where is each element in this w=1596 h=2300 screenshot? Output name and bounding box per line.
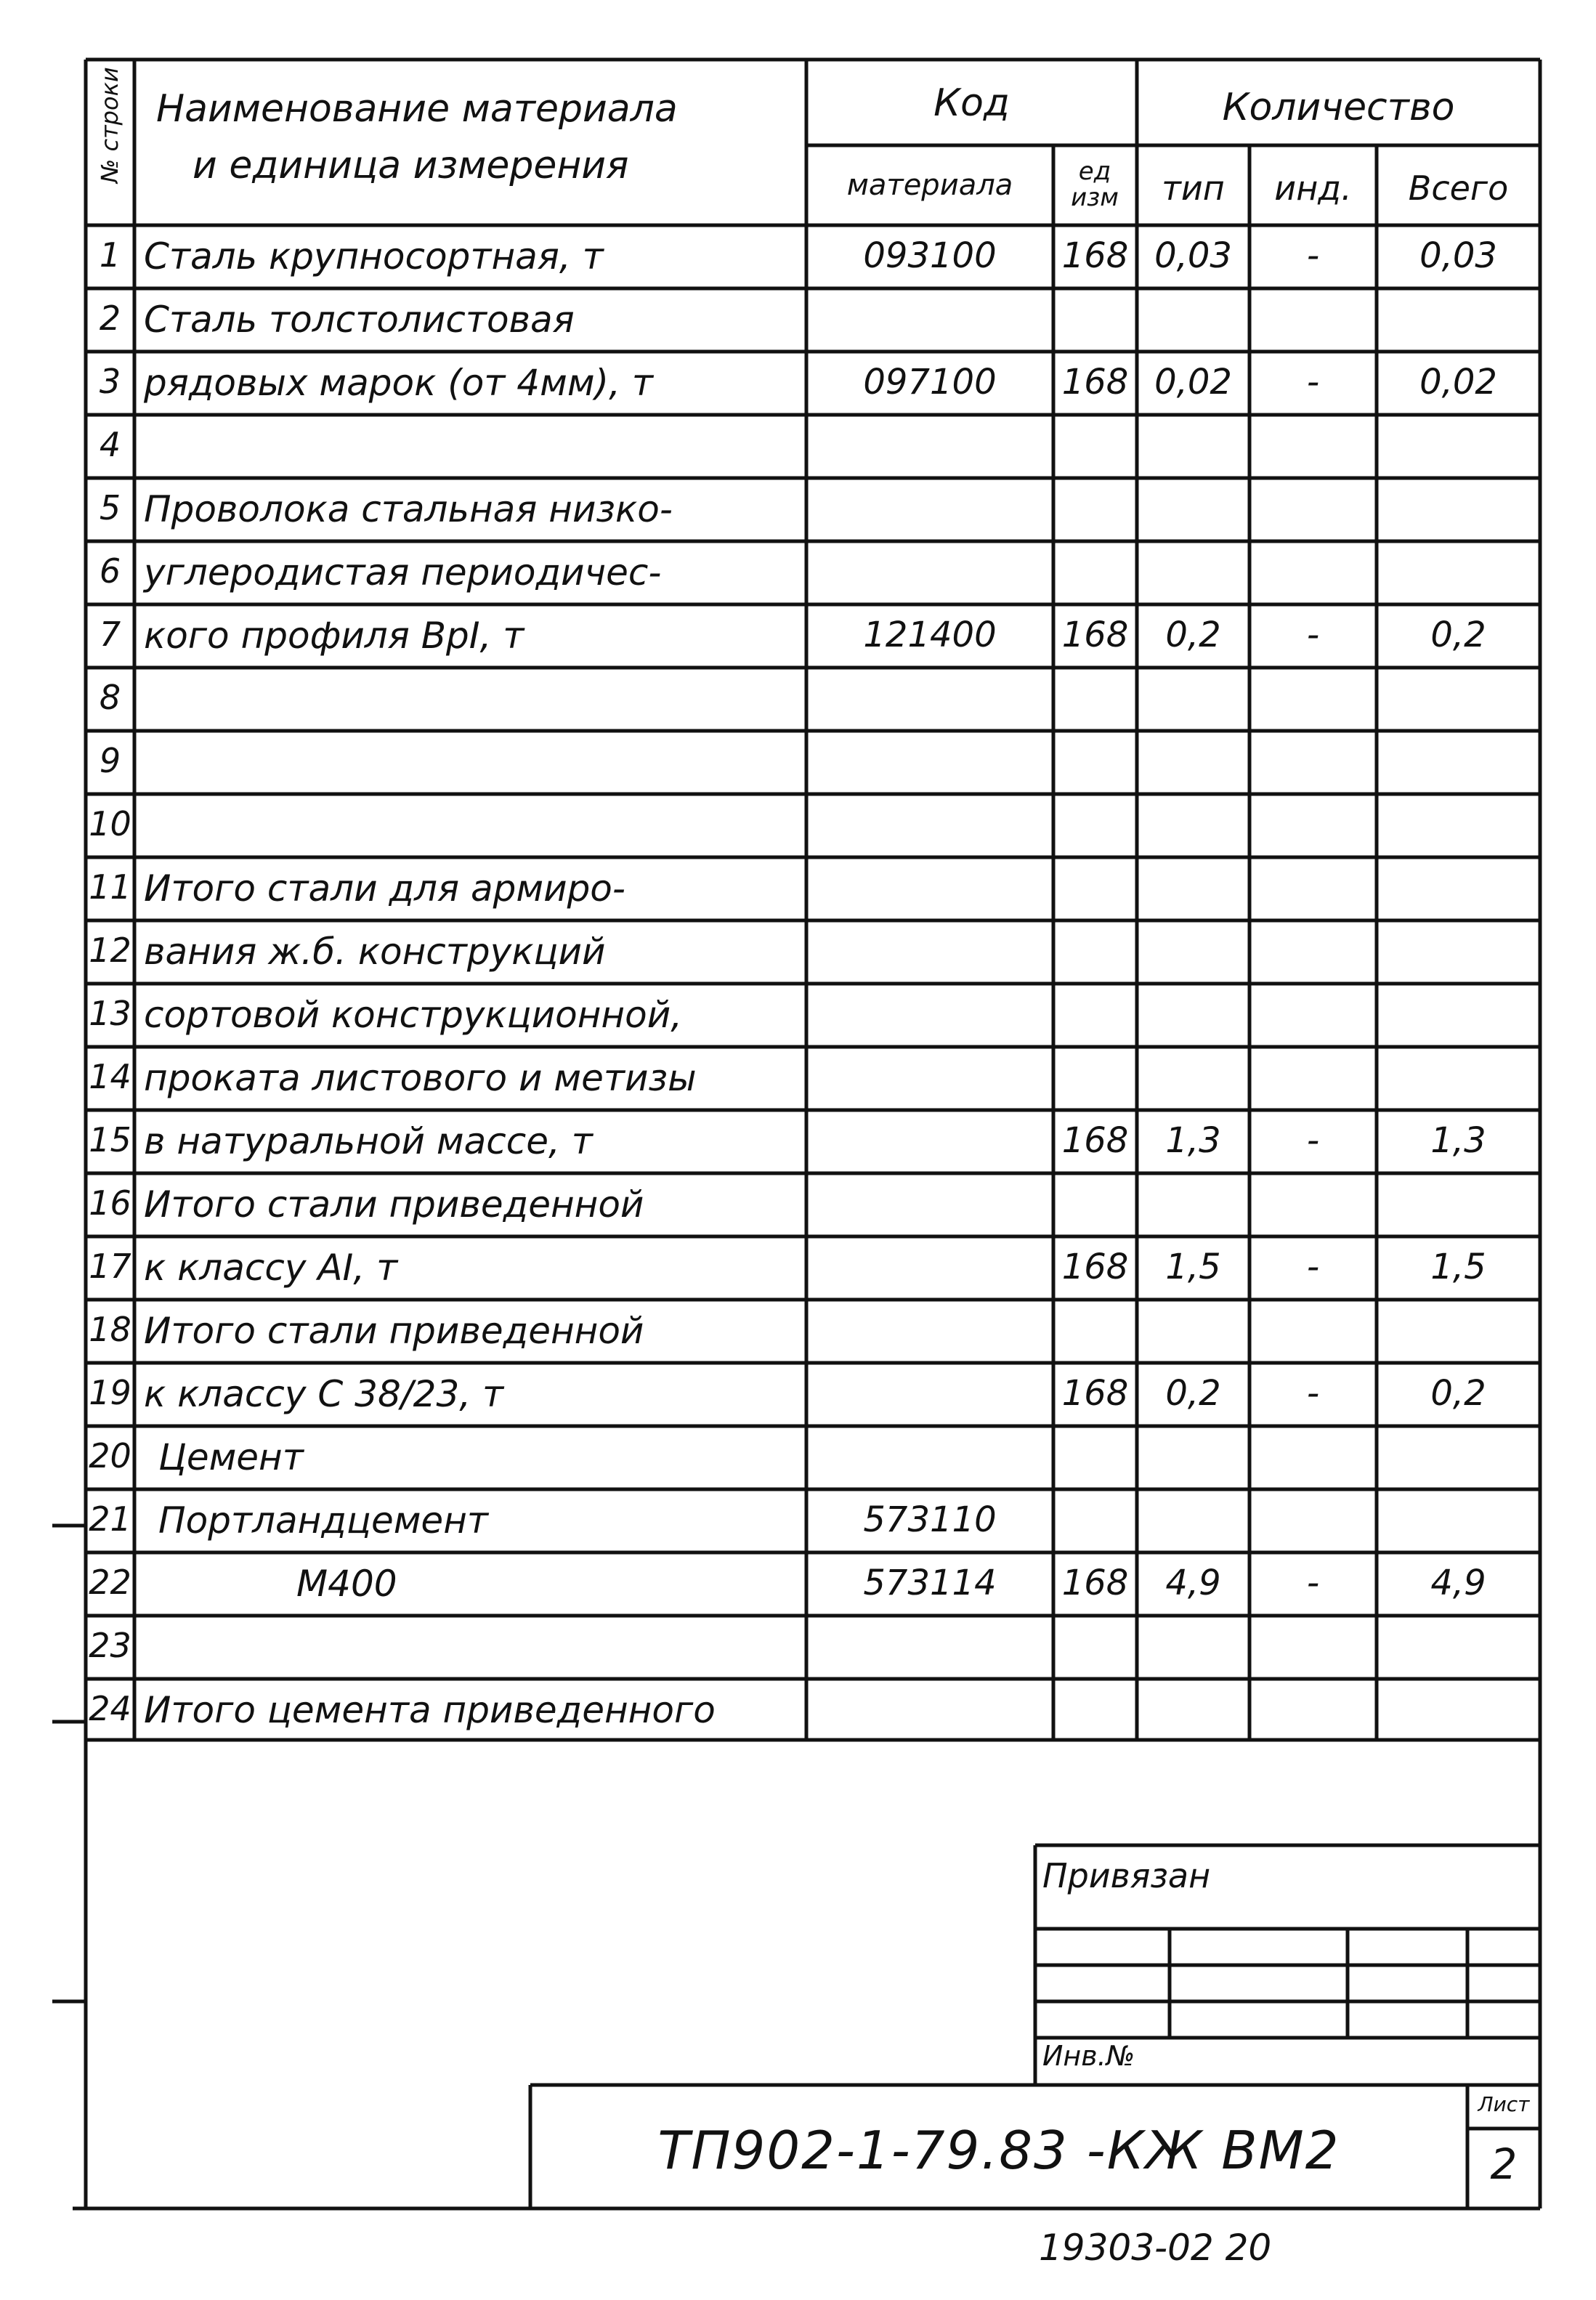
code-material-header: материала: [846, 169, 1013, 202]
material-name: Сталь крупносортная, т: [144, 235, 604, 278]
qty-total: 4,9: [1430, 1563, 1486, 1603]
row-number: 7: [99, 615, 121, 654]
row-number: 4: [99, 425, 121, 464]
unit-code: 168: [1061, 1120, 1129, 1161]
row-number: 24: [89, 1689, 131, 1728]
inventory-number-label: Инв.№: [1042, 2040, 1135, 2072]
qty-ind: -: [1306, 1563, 1320, 1603]
qty-total: 0,2: [1430, 615, 1486, 655]
qty-type: 0,02: [1154, 362, 1232, 402]
row-number: 15: [89, 1120, 131, 1159]
name-header-line1: Наименование материала: [156, 87, 678, 131]
qty-ind: -: [1306, 1247, 1320, 1287]
qty-type: 1,3: [1165, 1120, 1221, 1161]
qty-total: 0,02: [1419, 362, 1497, 402]
qty-type: 0,03: [1154, 235, 1232, 276]
row-number: 21: [89, 1499, 131, 1539]
row-number: 13: [89, 994, 131, 1033]
material-name: Итого стали приведенной: [144, 1310, 644, 1352]
row-number: 1: [99, 235, 121, 275]
name-header-line2: и единица измерения: [193, 144, 629, 187]
qty-type: 1,5: [1165, 1247, 1221, 1287]
qty-type: 0,2: [1165, 615, 1221, 655]
qty-total: 1,5: [1430, 1247, 1486, 1287]
row-number: 20: [89, 1436, 131, 1475]
unit-code: 168: [1061, 362, 1129, 402]
qty-ind: -: [1306, 362, 1320, 402]
qty-total: 0,03: [1419, 235, 1497, 276]
material-code: 573114: [863, 1563, 997, 1603]
material-name: кого профиля ВрI, т: [144, 615, 524, 657]
material-name: к классу С 38/23, т: [144, 1373, 504, 1415]
row-number: 11: [89, 867, 131, 907]
qty-type-header: тип: [1162, 169, 1225, 208]
material-name: рядовых марок (от 4мм), т: [144, 362, 653, 404]
material-name: углеродистая периодичес-: [144, 551, 662, 594]
row-number: 14: [89, 1057, 131, 1096]
qty-ind-header: инд.: [1274, 169, 1352, 208]
row-number: 5: [99, 488, 121, 527]
row-number-header: № строки: [96, 67, 123, 183]
qty-ind: -: [1306, 235, 1320, 276]
qty-type: 4,9: [1165, 1563, 1221, 1603]
unit-code: 168: [1061, 1247, 1129, 1287]
material-name: вания ж.б. конструкций: [144, 931, 606, 973]
row-number: 8: [99, 678, 121, 717]
row-number: 22: [89, 1563, 131, 1602]
row-number: 19: [89, 1373, 131, 1412]
material-code: 097100: [863, 362, 997, 402]
row-number: 16: [89, 1183, 131, 1223]
qty-ind: -: [1306, 615, 1320, 655]
material-code: 093100: [863, 235, 997, 276]
material-code: 573110: [863, 1499, 997, 1540]
archive-number: 19303-02 20: [1039, 2227, 1272, 2269]
material-name: сортовой конструкционной,: [144, 994, 683, 1036]
material-name: Цемент: [158, 1436, 304, 1478]
row-number: 10: [89, 804, 131, 843]
qty-type: 0,2: [1165, 1373, 1221, 1414]
unit-code: 168: [1061, 1563, 1129, 1603]
document-code: ТП902-1-79.83 -КЖ ВМ2: [657, 2120, 1340, 2181]
row-number: 9: [99, 741, 121, 780]
row-number: 17: [89, 1247, 131, 1286]
quantity-header: Количество: [1222, 86, 1455, 129]
material-name: к классу АI, т: [144, 1247, 398, 1289]
material-name: Портландцемент: [158, 1499, 489, 1542]
unit-code: 168: [1061, 235, 1129, 276]
code-unit-header: ед изм: [1071, 157, 1119, 212]
material-name: М400: [296, 1563, 397, 1605]
qty-ind: -: [1306, 1373, 1320, 1414]
code-header: Код: [933, 81, 1010, 125]
material-name: Сталь толстолистовая: [144, 299, 575, 341]
row-number: 2: [99, 299, 121, 338]
row-number: 3: [99, 362, 121, 401]
material-name: Проволока стальная низко-: [144, 488, 673, 530]
material-name: Итого цемента приведенного: [144, 1689, 716, 1731]
material-code: 121400: [863, 615, 997, 655]
material-name: Итого стали приведенной: [144, 1183, 644, 1226]
qty-total: 0,2: [1430, 1373, 1486, 1414]
row-number: 12: [89, 931, 131, 970]
row-number: 18: [89, 1310, 131, 1349]
unit-code: 168: [1061, 1373, 1129, 1414]
row-number: 6: [99, 551, 121, 591]
material-name: Итого стали для армиро-: [144, 867, 625, 910]
sheet-number: 2: [1490, 2139, 1518, 2189]
material-name: в натуральной массе, т: [144, 1120, 593, 1162]
attached-label: Привязан: [1042, 1856, 1211, 1895]
unit-code: 168: [1061, 615, 1129, 655]
row-number: 23: [89, 1626, 131, 1665]
qty-total-header: Всего: [1408, 169, 1509, 208]
qty-total: 1,3: [1430, 1120, 1486, 1161]
qty-ind: -: [1306, 1120, 1320, 1161]
material-name: проката листового и метизы: [144, 1057, 697, 1099]
sheet-label: Лист: [1478, 2092, 1530, 2116]
